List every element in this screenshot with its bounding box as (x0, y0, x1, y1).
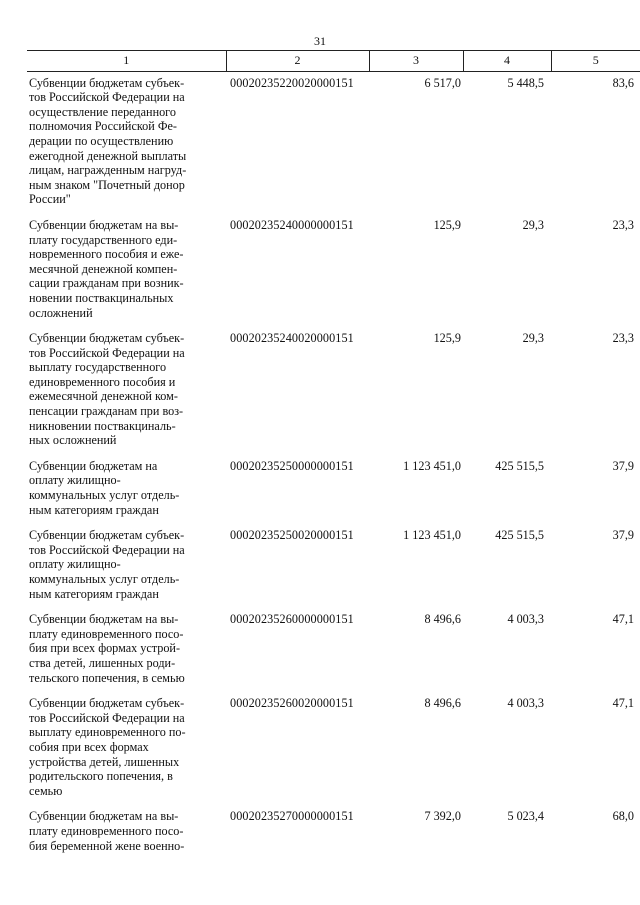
column-header-4: 4 (463, 51, 551, 72)
table-row (27, 71, 640, 214)
row-value-v4-cell: 29,3 (522, 331, 544, 346)
column-header-3: 3 (369, 51, 463, 72)
page-number: 31 (314, 34, 326, 48)
row-value-v5-cell: 23,3 (612, 217, 634, 232)
row-name-line: родительского попечения, в (29, 769, 173, 784)
row-name-line: ежемесячной денежной ком- (29, 389, 178, 404)
row-name-line: месячной денежной компен- (29, 261, 178, 276)
table-row (27, 524, 640, 608)
row-name-line: новении поствакцинальных (29, 290, 174, 305)
row-name-line: выплату единовременного по- (29, 725, 186, 740)
row-name-line: выплату государственного (29, 360, 167, 375)
row-value-v3-cell: 8 496,6 (424, 612, 461, 627)
table-row (27, 455, 640, 524)
row-value-v4-cell: 425 515,5 (495, 528, 544, 543)
row-name-line: оплату жилищно- (29, 473, 121, 488)
row-name-cell (27, 524, 226, 608)
row-name-cell (27, 327, 226, 455)
row-name-line: ных осложнений (29, 433, 117, 448)
row-name-line: тов Российской Федерации на (29, 542, 185, 557)
column-header-1: 1 (27, 51, 226, 72)
row-name-cell (27, 71, 226, 214)
row-name-line: ным знаком "Почетный донор (29, 177, 185, 192)
row-name-line: никновении поствакциналь- (29, 418, 176, 433)
row-value-v4-cell: 5 023,4 (507, 809, 544, 824)
row-name-line: сации гражданам при возник- (29, 276, 184, 291)
row-value-v3-cell: 125,9 (433, 331, 461, 346)
table-row (27, 214, 640, 327)
row-code-cell: 00020235250000000151 (230, 458, 354, 473)
row-name-line: собия при всех формах (29, 739, 149, 754)
row-value-v5-cell: 47,1 (612, 696, 634, 711)
row-name-line: ежегодной денежной выплаты (29, 148, 187, 163)
budget-table (27, 50, 640, 853)
row-value-v3-cell: 7 392,0 (424, 809, 461, 824)
row-name-cell (27, 805, 226, 853)
row-value-v4-cell: 5 448,5 (507, 75, 544, 90)
row-name-line: семью (29, 783, 63, 798)
row-code-cell: 00020235250020000151 (230, 528, 354, 543)
row-name-cell (27, 692, 226, 805)
row-name-line: пенсации гражданам при воз- (29, 404, 184, 419)
table-row (27, 608, 640, 692)
row-name-line: оплату жилищно- (29, 557, 121, 572)
row-value-v3-cell: 8 496,6 (424, 696, 461, 711)
table-body (27, 71, 640, 853)
row-name-line: Субвенции бюджетам субъек- (29, 331, 185, 346)
row-name-line: дерации по осуществлению (29, 133, 174, 148)
row-code-cell: 00020235270000000151 (230, 809, 354, 824)
row-name-line: Субвенции бюджетам на вы- (29, 809, 179, 824)
row-name-line: лицам, награжденным нагруд- (29, 163, 187, 178)
row-value-v3-cell: 1 123 451,0 (403, 458, 461, 473)
row-value-v3-cell: 6 517,0 (424, 75, 461, 90)
row-name-line: ным категориям граждан (29, 586, 159, 601)
row-name-cell (27, 214, 226, 327)
row-name-cell (27, 455, 226, 524)
table-header-row (27, 51, 640, 72)
row-value-v4-cell: 29,3 (522, 217, 544, 232)
row-name-line: устройства детей, лишенных (29, 754, 180, 769)
row-value-v3-cell: 125,9 (433, 217, 461, 232)
row-name-line: Субвенции бюджетам субъек- (29, 75, 185, 90)
row-value-v5-cell: 37,9 (612, 458, 634, 473)
row-code-cell: 00020235220020000151 (230, 75, 354, 90)
row-name-line: новременного пособия и еже- (29, 247, 184, 262)
column-header-2: 2 (226, 51, 369, 72)
row-name-line: полномочия Российской Фе- (29, 119, 177, 134)
row-name-cell (27, 608, 226, 692)
row-value-v5-cell: 68,0 (612, 809, 634, 824)
row-code-cell: 00020235260020000151 (230, 696, 354, 711)
row-name-line: ства детей, лишенных роди- (29, 655, 176, 670)
table-row (27, 805, 640, 853)
row-name-line: ным категориям граждан (29, 502, 159, 517)
row-name-line: тельского попечения, в семью (29, 670, 185, 685)
row-name-line: коммунальных услуг отдель- (29, 488, 180, 503)
row-name-line: плату единовременного посо- (29, 626, 184, 641)
row-value-v5-cell: 23,3 (612, 331, 634, 346)
table-row (27, 692, 640, 805)
row-name-line: единовременного пособия и (29, 374, 176, 389)
row-code-cell: 00020235260000000151 (230, 612, 354, 627)
row-name-line: Субвенции бюджетам субъек- (29, 696, 185, 711)
row-name-line: России" (29, 192, 71, 207)
row-name-line: плату государственного еди- (29, 232, 178, 247)
row-name-line: тов Российской Федерации на (29, 345, 185, 360)
row-value-v4-cell: 4 003,3 (507, 696, 544, 711)
row-value-v5-cell: 47,1 (612, 612, 634, 627)
row-name-line: осуществление переданного (29, 104, 176, 119)
row-name-line: бия беременной жене военно- (29, 838, 185, 853)
row-value-v5-cell: 37,9 (612, 528, 634, 543)
row-name-line: тов Российской Федерации на (29, 710, 185, 725)
row-value-v4-cell: 4 003,3 (507, 612, 544, 627)
row-value-v3-cell: 1 123 451,0 (403, 528, 461, 543)
row-code-cell: 00020235240020000151 (230, 331, 354, 346)
table-row (27, 327, 640, 455)
row-name-line: Субвенции бюджетам на вы- (29, 612, 179, 627)
row-value-v4-cell: 425 515,5 (495, 458, 544, 473)
column-header-5: 5 (551, 51, 640, 72)
row-code-cell: 00020235240000000151 (230, 217, 354, 232)
row-name-line: Субвенции бюджетам субъек- (29, 528, 185, 543)
row-name-line: Субвенции бюджетам на (29, 458, 158, 473)
row-name-line: плату единовременного посо- (29, 823, 184, 838)
row-name-line: осложнений (29, 305, 93, 320)
row-name-line: коммунальных услуг отдель- (29, 572, 180, 586)
row-name-line: тов Российской Федерации на (29, 90, 185, 105)
row-value-v5-cell: 83,6 (612, 75, 634, 90)
row-name-line: бия при всех формах устрой- (29, 641, 181, 656)
row-name-line: Субвенции бюджетам на вы- (29, 217, 179, 232)
